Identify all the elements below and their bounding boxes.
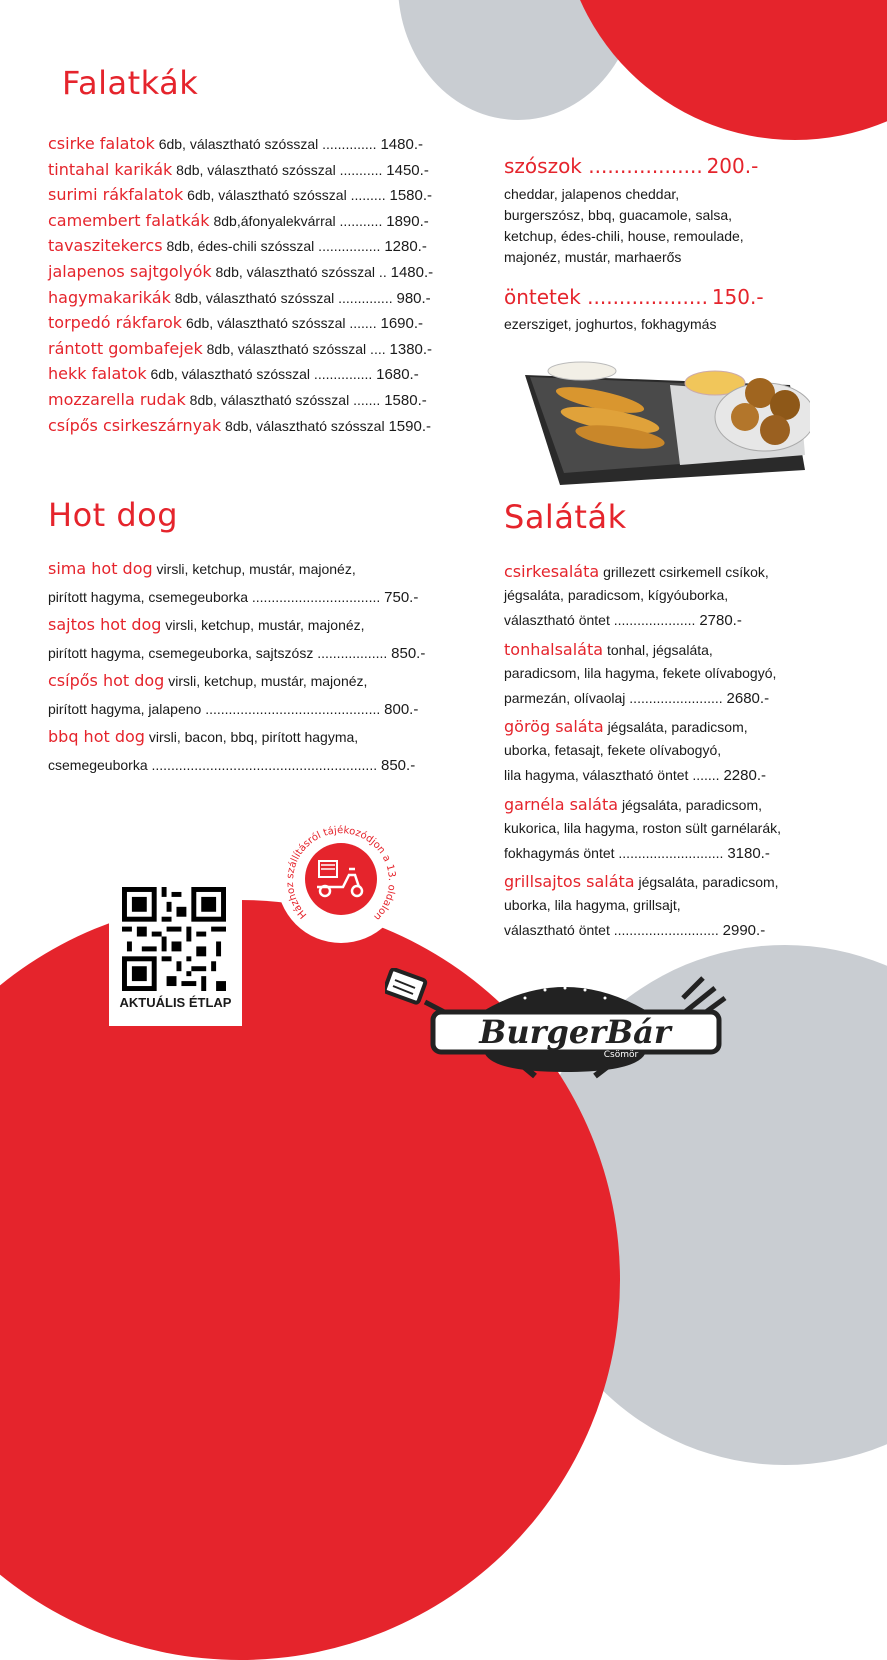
item-price: 1380.- <box>389 340 433 358</box>
falatkak-item <box>48 185 432 204</box>
delivery-badge <box>277 815 405 943</box>
item-desc: pirított hagyma, csemegeuborka ................................. <box>48 589 381 605</box>
item-price: 800.- <box>384 701 419 718</box>
falatkak-item <box>48 339 432 358</box>
salatak-item-line3 <box>504 845 770 862</box>
item-price: 1450.- <box>386 161 429 179</box>
salatak-item <box>504 717 748 736</box>
hotdog-item <box>48 615 365 634</box>
falatkak-item <box>48 134 423 153</box>
salatak-item-line3 <box>504 767 766 784</box>
item-name: hagymakarikák <box>48 287 171 307</box>
ontetek-title: öntetek ................... <box>504 285 708 309</box>
item-name: csípős hot dog <box>48 671 165 690</box>
item-desc: virsli, bacon, bbq, pirított hagyma, <box>148 729 359 745</box>
item-price: 1480.- <box>380 136 423 153</box>
falatkak-item <box>48 416 431 435</box>
item-desc: virsli, ketchup, mustár, majonéz, <box>156 561 356 577</box>
item-desc: csemegeuborka .......................................................... <box>48 757 378 773</box>
item-price: 2780.- <box>699 612 742 629</box>
falatkak-item <box>48 236 427 255</box>
item-desc: 8db, választható szósszal <box>225 417 385 434</box>
hotdog-item <box>48 671 367 690</box>
item-name: csirkesaláta <box>504 562 600 581</box>
salatak-item-line3 <box>504 690 769 707</box>
salatak-item <box>504 795 762 814</box>
item-price: 980.- <box>396 289 431 307</box>
falatkak-title: Falatkák <box>62 64 199 102</box>
hotdog-item <box>48 727 358 746</box>
salatak-item <box>504 640 713 659</box>
salatak-item-line3 <box>504 612 742 629</box>
item-name: mozzarella rudak <box>48 390 186 409</box>
falatkak-item <box>48 313 423 332</box>
salatak-item-line2: uborka, lila hagyma, grillsajt, <box>504 897 681 913</box>
item-desc: 8db, választható szósszal ........... <box>176 161 383 178</box>
item-name: camembert falatkák <box>48 210 210 230</box>
item-price: 2680.- <box>726 689 770 707</box>
item-desc: fokhagymás öntet ........................... <box>504 844 724 861</box>
item-desc: parmezán, olívaolaj ........................ <box>504 689 723 706</box>
szoszok-heading <box>504 154 758 178</box>
item-price: 1680.- <box>376 366 419 384</box>
szoszok-price: 200.- <box>706 154 759 178</box>
item-desc: tonhal, jégsaláta, <box>606 641 713 658</box>
item-desc: 6db, választható szósszal .............. <box>158 136 377 152</box>
item-name: tintahal karikák <box>48 159 173 179</box>
item-name: garnéla saláta <box>504 794 619 814</box>
item-name: bbq hot dog <box>48 727 145 746</box>
ontetek-heading <box>504 285 764 309</box>
salatak-title: Saláták <box>504 498 627 536</box>
falatkak-item <box>48 160 429 179</box>
salatak-item <box>504 872 779 891</box>
item-desc: 8db,áfonyalekvárral ........... <box>213 212 383 229</box>
salatak-item-line2: jégsaláta, paradicsom, kígyóuborka, <box>504 587 729 603</box>
item-price: 850.- <box>381 757 416 774</box>
item-price: 3180.- <box>727 844 770 862</box>
item-price: 1580.- <box>389 187 433 205</box>
item-name: rántott gombafejek <box>48 338 203 358</box>
item-desc: jégsaláta, paradicsom, <box>607 719 748 735</box>
szoszok-line: majonéz, mustár, marhaerős <box>504 249 682 265</box>
scooter-icon <box>305 843 377 915</box>
szoszok-list <box>504 184 744 268</box>
qr-card[interactable] <box>109 873 242 1026</box>
item-name: surimi rákfalatok <box>48 185 184 205</box>
item-price: 1580.- <box>384 392 427 409</box>
hotdog-item-line2 <box>48 757 415 774</box>
item-price: 850.- <box>391 645 426 662</box>
burgerbar-logo <box>385 968 750 1083</box>
item-name: csípős csirkeszárnyak <box>48 415 222 435</box>
hotdog-item-line2 <box>48 589 418 606</box>
item-desc: virsli, ketchup, mustár, majonéz, <box>165 617 365 633</box>
falatkak-item <box>48 211 429 230</box>
item-desc: választható öntet ..................... <box>504 612 696 628</box>
delivery-text: Házhoz szállításról tájékozódjon a 13. oldalon <box>284 825 398 923</box>
item-desc: választható öntet ........................... <box>504 922 719 938</box>
item-desc: 6db, választható szósszal ............... <box>150 366 373 383</box>
item-price: 2280.- <box>723 767 766 784</box>
falatkak-item <box>48 390 427 409</box>
item-desc: 8db, választható szósszal .............. <box>174 289 393 306</box>
item-desc: 6db, választható szósszal ......... <box>187 187 386 204</box>
szoszok-title: szószok .................. <box>504 154 703 178</box>
hotdog-item <box>48 559 356 578</box>
delivery-inner-circle <box>305 843 377 915</box>
item-desc: 8db, édes-chili szósszal ................ <box>166 238 381 255</box>
logo-sub: Csömör <box>603 1050 639 1060</box>
salatak-item <box>504 562 769 581</box>
item-name: görög saláta <box>504 717 604 736</box>
hotdog-item-line2 <box>48 645 425 662</box>
salatak-item-line2: paradicsom, lila hagyma, fekete olívabogyó, <box>504 664 777 681</box>
item-name: torpedó rákfarok <box>48 313 183 333</box>
qr-code-icon <box>122 887 226 991</box>
item-price: 1690.- <box>380 315 424 333</box>
falatkak-item <box>48 364 419 383</box>
item-desc: pirított hagyma, jalapeno ............................................. <box>48 701 381 717</box>
szoszok-line: burgerszósz, bbq, guacamole, salsa, <box>504 207 733 223</box>
item-name: sima hot dog <box>48 559 153 578</box>
item-price: 1480.- <box>390 264 434 281</box>
hotdog-item-line2 <box>48 701 418 718</box>
logo-name: BurgerBár <box>479 1013 671 1051</box>
salatak-item-line2: kukorica, lila hagyma, roston sült garnélarák, <box>504 819 782 836</box>
item-desc: lila hagyma, választható öntet ....... <box>504 767 720 783</box>
item-desc: 8db, választható szósszal .. <box>215 264 387 280</box>
salatak-item-line3 <box>504 922 765 939</box>
ontetek-price: 150.- <box>711 285 764 309</box>
item-name: tonhalsaláta <box>504 639 604 659</box>
item-desc: jégsaláta, paradicsom, <box>621 796 763 813</box>
qr-label: AKTUÁLIS ÉTLAP <box>119 995 232 1010</box>
hotdog-title: Hot dog <box>48 496 179 534</box>
item-name: grillsajtos saláta <box>504 872 635 891</box>
item-price: 1280.- <box>384 238 427 256</box>
item-desc: pirított hagyma, csemegeuborka, sajtszósz .................. <box>48 645 388 661</box>
item-name: csirke falatok <box>48 134 155 153</box>
item-desc: grillezett csirkemell csíkok, <box>603 564 769 580</box>
item-price: 1590.- <box>388 417 432 435</box>
item-name: hekk falatok <box>48 364 147 384</box>
szoszok-line: cheddar, jalapenos cheddar, <box>504 186 680 202</box>
szoszok-line: ketchup, édes-chili, house, remoulade, <box>504 228 744 244</box>
item-desc: 8db, választható szósszal .... <box>206 340 386 357</box>
salatak-item-line2: uborka, fetasajt, fekete olívabogyó, <box>504 742 722 758</box>
item-price: 2990.- <box>722 922 766 939</box>
food-photo <box>520 355 810 490</box>
item-price: 1890.- <box>386 212 429 230</box>
item-name: jalapenos sajtgolyók <box>48 262 212 281</box>
item-desc: jégsaláta, paradicsom, <box>638 874 779 890</box>
item-price: 750.- <box>384 589 419 606</box>
item-desc: 6db, választható szósszal ....... <box>185 315 377 332</box>
ontetek-text: ezersziget, joghurtos, fokhagymás <box>504 316 717 332</box>
falatkak-item <box>48 262 433 281</box>
item-name: tavaszitekercs <box>48 236 163 256</box>
item-desc: 8db, választható szósszal ....... <box>189 392 381 408</box>
falatkak-item <box>48 288 431 307</box>
item-desc: virsli, ketchup, mustár, majonéz, <box>168 673 368 689</box>
item-name: sajtos hot dog <box>48 615 162 634</box>
